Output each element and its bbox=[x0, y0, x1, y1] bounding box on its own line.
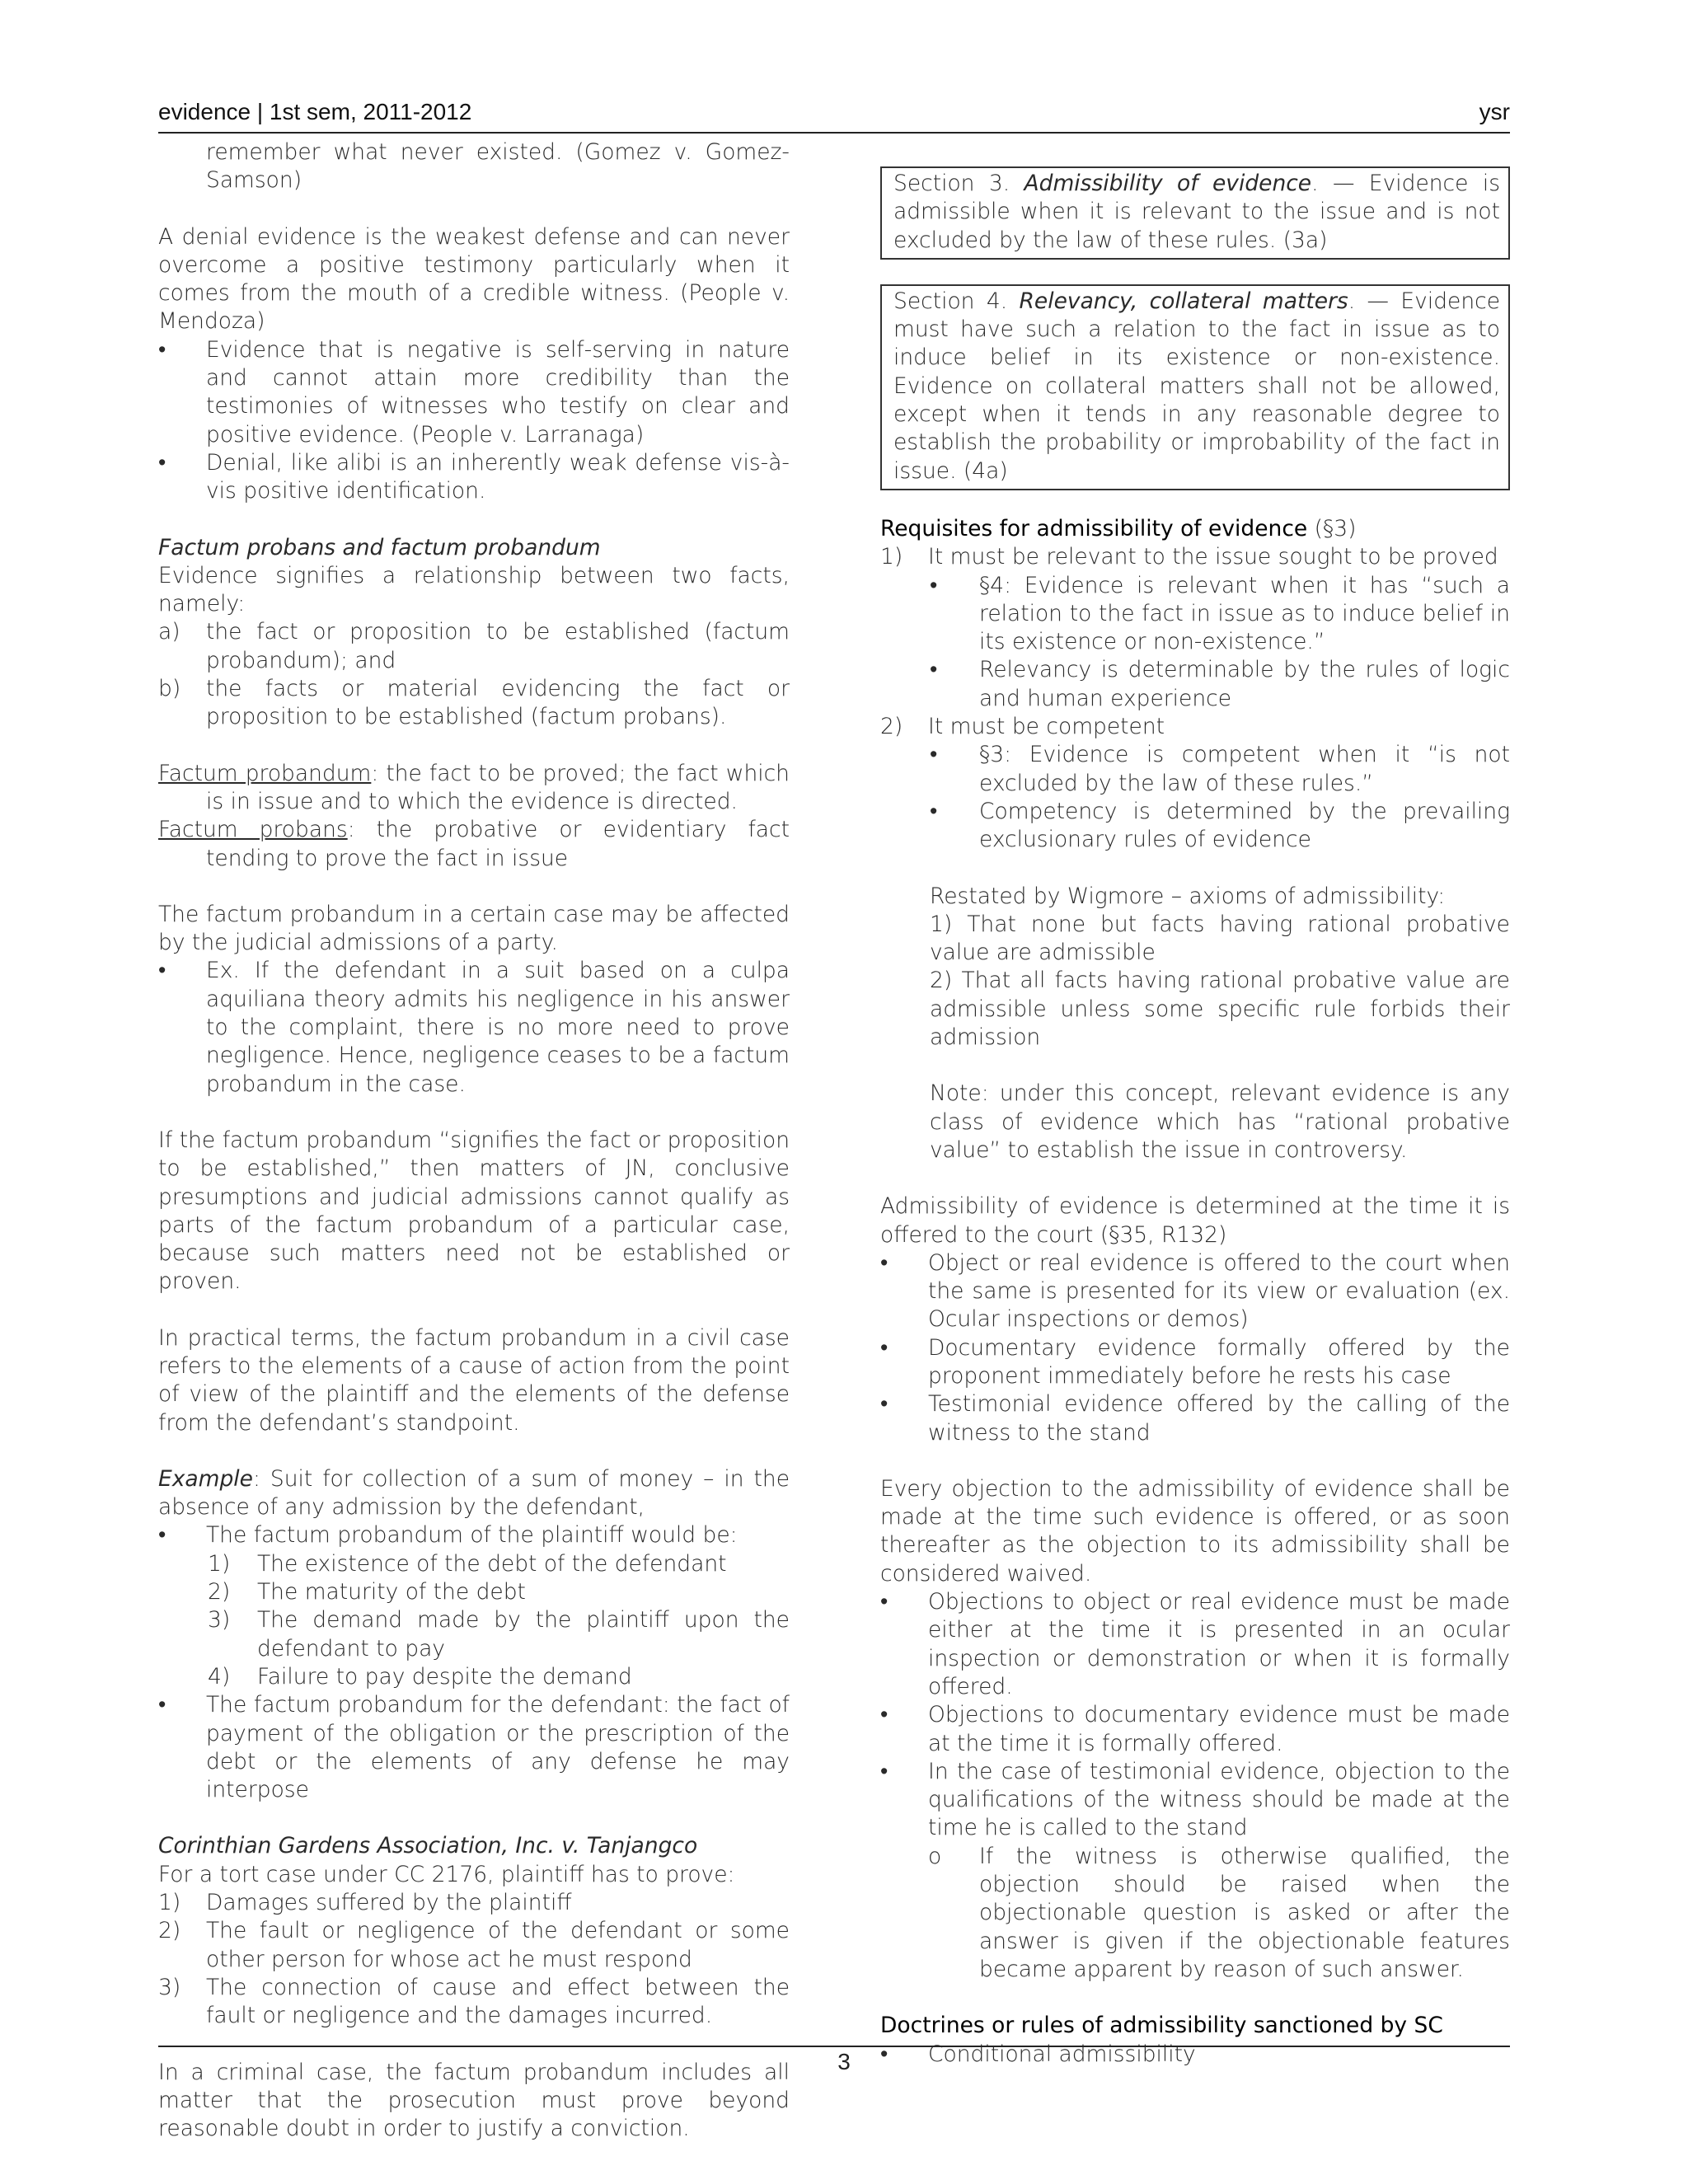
section-heading: Doctrines or rules of admissibility sanctioned by SC bbox=[880, 2013, 1443, 2039]
bullet-icon: • bbox=[930, 798, 938, 824]
list-item: 3) The demand made by the plaintiff upon the defendant to pay bbox=[208, 1607, 790, 1661]
paragraph: 1) That none but facts having rational probative value are admissible bbox=[930, 911, 1510, 966]
paragraph: In practical terms, the factum probandum in a civil case refers to the elements of a cause of action from the point of view of the plaintiff and the elements of the defense from the defendant’s standpoint. bbox=[158, 1324, 790, 1436]
list-item: o If the witness is otherwise qualified, the objection should be raised when the objectionable question is asked or after the answer is given if the objectionable features became apparent by reason of such answer. bbox=[928, 1843, 1510, 1982]
list-item: 1) It must be relevant to the issue sought to be proved bbox=[880, 544, 1498, 570]
paragraph: For a tort case under CC 2176, plaintiff has to prove: bbox=[158, 1861, 735, 1887]
list-item: 2) The maturity of the debt bbox=[208, 1579, 526, 1605]
bullet-icon: • bbox=[880, 1589, 889, 1615]
section-heading: Corinthian Gardens Association, Inc. v. Tanjangco bbox=[158, 1833, 698, 1859]
paragraph: Evidence signifies a relationship between two facts, namely: bbox=[158, 562, 790, 617]
list-item: • Competency is determined by the prevailing exclusionary rules of evidence bbox=[930, 798, 1510, 853]
definition: Factum probans: the probative or evidentiary fact tending to prove the fact in issue bbox=[158, 817, 790, 871]
bullet-icon: • bbox=[880, 1702, 889, 1728]
list-item: • Testimonial evidence offered by the calling of the witness to the stand bbox=[880, 1391, 1510, 1446]
list-item: • Evidence that is negative is self-serving in nature and cannot attain more credibility than the testimonies of witnesses who testify on clear and positive evidence. (People v. Larranaga) bbox=[158, 336, 790, 448]
list-item: • Denial, like alibi is an inherently weak defense vis-à-vis positive identification. bbox=[158, 449, 790, 504]
section-heading: Factum probans and factum probandum bbox=[158, 534, 601, 560]
bullet-icon: • bbox=[930, 657, 938, 683]
paragraph: In a criminal case, the factum probandum includes all matter that the prosecution must prove beyond reasonable doubt in order to justify a conviction. bbox=[158, 2059, 790, 2142]
list-item: • §3: Evidence is competent when it “is not excluded by the law of these rules.” bbox=[930, 742, 1510, 796]
bullet-icon: • bbox=[930, 572, 938, 598]
paragraph: If the factum probandum “signifies the fact or proposition to be established,” then matters of JN, conclusive presumptions and judicial admissions cannot qualify as parts of the factum probandum of a particular case, because such matters need not be established or proven. bbox=[158, 1127, 790, 1295]
paragraph: A denial evidence is the weakest defense and can never overcome a positive testimony particularly when it comes from the mouth of a credible witness. (People v. Mendoza) bbox=[158, 223, 790, 335]
list-item: • Conditional admissibility bbox=[880, 2041, 1510, 2069]
paragraph: Every objection to the admissibility of evidence shall be made at the time such evidence is offered, or as soon thereafter as the objection to its admissibility shall be considered waived. bbox=[880, 1475, 1510, 1586]
list-item: b) the facts or material evidencing the fact or proposition to be established (factum probans). bbox=[158, 676, 790, 730]
bullet-icon: • bbox=[158, 449, 166, 476]
paragraph: Example: Suit for collection of a sum of money – in the absence of any admission by the defendant, bbox=[158, 1465, 790, 1521]
header-initials: ysr bbox=[1479, 99, 1510, 124]
bullet-icon: • bbox=[158, 1522, 166, 1549]
list-item: 1) The existence of the debt of the defendant bbox=[208, 1550, 727, 1577]
definition: Factum probandum: the fact to be proved; the fact which is in issue and to which the evidence is directed. bbox=[158, 760, 790, 814]
right-column bbox=[880, 166, 1510, 2069]
page-number: 3 bbox=[837, 2049, 851, 2074]
list-item: • The factum probandum for the defendant: the fact of payment of the obligation or the prescription of the debt or the elements of any defense he may interpose bbox=[158, 1692, 790, 1803]
list-item: a) the fact or proposition to be established (factum probandum); and bbox=[158, 619, 790, 673]
circle-bullet-icon: o bbox=[928, 1843, 942, 1869]
paragraph: The factum probandum in a certain case may be affected by the judicial admissions of a party. bbox=[158, 901, 790, 956]
paragraph: Note: under this concept, relevant evidence is any class of evidence which has “rational probative value” to establish the issue in controversy. bbox=[930, 1080, 1510, 1163]
paragraph: remember what never existed. (Gomez v. Gomez-Samson) bbox=[206, 139, 790, 194]
bullet-icon: • bbox=[158, 336, 166, 363]
left-column bbox=[158, 138, 790, 2143]
bullet-icon: • bbox=[880, 1249, 889, 1276]
paragraph: Admissibility of evidence is determined at the time it is offered to the court (§35, R132) bbox=[880, 1193, 1510, 1248]
paragraph: 2) That all facts having rational probative value are admissible unless some specific rule forbids their admission bbox=[930, 968, 1510, 1051]
list-item: • Objections to object or real evidence must be made either at the time it is presented in an ocular inspection or demonstration or when it is formally offered. bbox=[880, 1589, 1510, 1699]
list-item: • Documentary evidence formally offered by the proponent immediately before he rests his case bbox=[880, 1334, 1510, 1389]
list-item: 4) Failure to pay despite the demand bbox=[208, 1663, 632, 1690]
bullet-icon: • bbox=[158, 1692, 166, 1718]
bullet-icon: • bbox=[880, 1334, 889, 1361]
list-item: 2) The fault or negligence of the defendant or some other person for whose act he must respond bbox=[158, 1918, 790, 1972]
bullet-icon: • bbox=[158, 958, 166, 984]
page-header bbox=[158, 99, 1510, 134]
bullet-icon: • bbox=[930, 742, 938, 768]
list-item: 1) Damages suffered by the plaintiff bbox=[158, 1890, 572, 1916]
list-item: • Relevancy is determinable by the rules of logic and human experience bbox=[930, 657, 1510, 711]
list-item: 2) It must be competent bbox=[880, 714, 1165, 740]
bullet-icon: • bbox=[880, 1758, 889, 1784]
bullet-icon: • bbox=[880, 2041, 889, 2067]
list-item: • Object or real evidence is offered to the court when the same is presented for its view or evaluation (ex. Ocular inspections or demos) bbox=[880, 1249, 1510, 1333]
section-heading: Requisites for admissibility of evidence (§3) bbox=[880, 515, 1357, 541]
statute-box: Section 4. Relevancy, collateral matters. — Evidence must have such a relation to the fact in issue as to induce belief in its existence or non-existence. Evidence on collateral matters shall not be allowed, except when it tends in any reasonable degree to establish the probability or improbability of the fact in issue. (4a) bbox=[880, 284, 1510, 490]
list-item: 3) The connection of cause and effect between the fault or negligence and the damages incurred. bbox=[158, 1974, 790, 2029]
bullet-icon: • bbox=[880, 1391, 889, 1418]
header-title: evidence | 1st sem, 2011-2012 bbox=[158, 99, 472, 124]
list-item: • Objections to documentary evidence must be made at the time it is formally offered. bbox=[880, 1702, 1510, 1756]
list-item: • §4: Evidence is relevant when it has “such a relation to the fact in issue as to induce belief in its existence or non-existence.” bbox=[930, 572, 1510, 655]
list-item: • In the case of testimonial evidence, objection to the qualifications of the witness should be made at the time he is called to the stand bbox=[880, 1758, 1510, 1841]
list-item: • Ex. If the defendant in a suit based on a culpa aquiliana theory admits his negligence in his answer to the complaint, there is no more need to prove negligence. Hence, negligence ceases to be a factum probandum in the case. bbox=[158, 958, 790, 1097]
statute-box: Section 3. Admissibility of evidence. — Evidence is admissible when it is relevant to the issue and is not excluded by the law of these rules. (3a) bbox=[880, 166, 1510, 260]
paragraph: Restated by Wigmore – axioms of admissibility: bbox=[930, 883, 1446, 909]
list-item: • The factum probandum of the plaintiff would be: bbox=[158, 1521, 790, 1549]
footer-rule bbox=[158, 2046, 1510, 2047]
